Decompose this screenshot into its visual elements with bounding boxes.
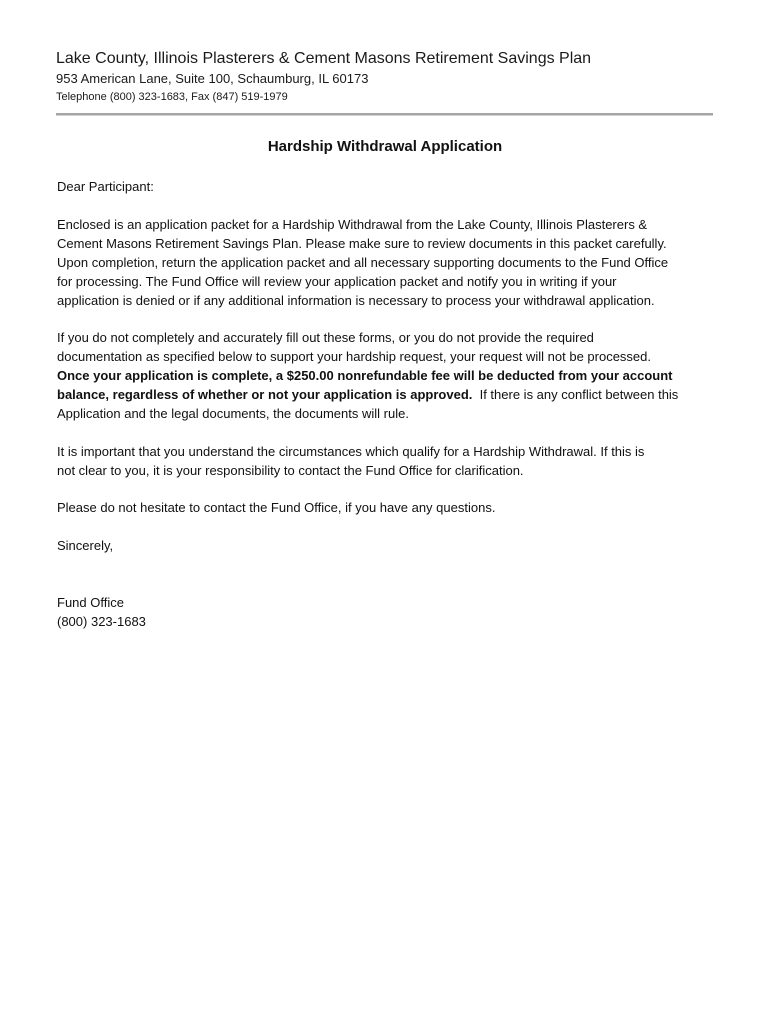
paragraph-line: Upon completion, return the application packet and all necessary supporting documents to the Fund Office <box>57 254 669 270</box>
fee-notice-line: Once your application is complete, a $250.00 nonrefundable fee will be deducted from your account <box>57 368 673 383</box>
fee-notice-line: balance, regardless of whether or not your application is approved. <box>57 387 473 402</box>
paragraph-line: Cement Masons Retirement Savings Plan. Please make sure to review documents in this packet carefully. <box>57 235 667 251</box>
paragraph-contact: Please do not hesitate to contact the Fund Office, if you have any questions. <box>57 500 496 515</box>
letter-body <box>57 177 719 631</box>
paragraph-enclosed-packet <box>57 215 719 310</box>
signature-block <box>57 593 719 631</box>
document-title: Hardship Withdrawal Application <box>267 138 503 155</box>
paragraph-line: for processing. The Fund Office will review your application packet and notify you in writing if your <box>57 273 617 289</box>
closing: Sincerely, <box>57 537 114 553</box>
paragraph-line: If you do not completely and accurately fill out these forms, or you do not provide the required <box>57 330 594 345</box>
paragraph-line: not clear to you, it is your responsibility to contact the Fund Office for clarification. <box>57 462 524 478</box>
conflict-notice-text: If there is any conflict between this <box>472 387 679 402</box>
paragraph-line: documentation as specified below to support your hardship request, your request will not be processed. <box>57 349 652 364</box>
organization-phone-fax: Telephone (800) 323-1683, Fax (847) 519-1979 <box>56 91 288 103</box>
paragraph-circumstances <box>57 442 719 480</box>
signature-name: Fund Office <box>57 595 124 610</box>
salutation: Dear Participant: <box>57 179 154 194</box>
organization-name: Lake County, Illinois Plasterers & Cement Masons Retirement Savings Plan <box>56 50 592 67</box>
paragraph-line: Enclosed is an application packet for a Hardship Withdrawal from the Lake County, Illinois Plasterers & <box>57 216 648 232</box>
header-divider <box>56 113 713 115</box>
paragraph-requirements <box>57 328 719 423</box>
paragraph-line: It is important that you understand the circumstances which qualify for a Hardship Withdrawal. If this is <box>57 443 645 459</box>
paragraph-line: application is denied or if any additional information is necessary to process your withdrawal application. <box>57 292 655 308</box>
organization-address: 953 American Lane, Suite 100, Schaumburg, IL 60173 <box>56 71 369 86</box>
paragraph-line <box>57 385 719 404</box>
paragraph-line: Application and the legal documents, the documents will rule. <box>57 406 409 421</box>
letterhead <box>56 48 716 105</box>
signature-phone: (800) 323-1683 <box>57 614 146 629</box>
signature-gap <box>57 573 719 593</box>
